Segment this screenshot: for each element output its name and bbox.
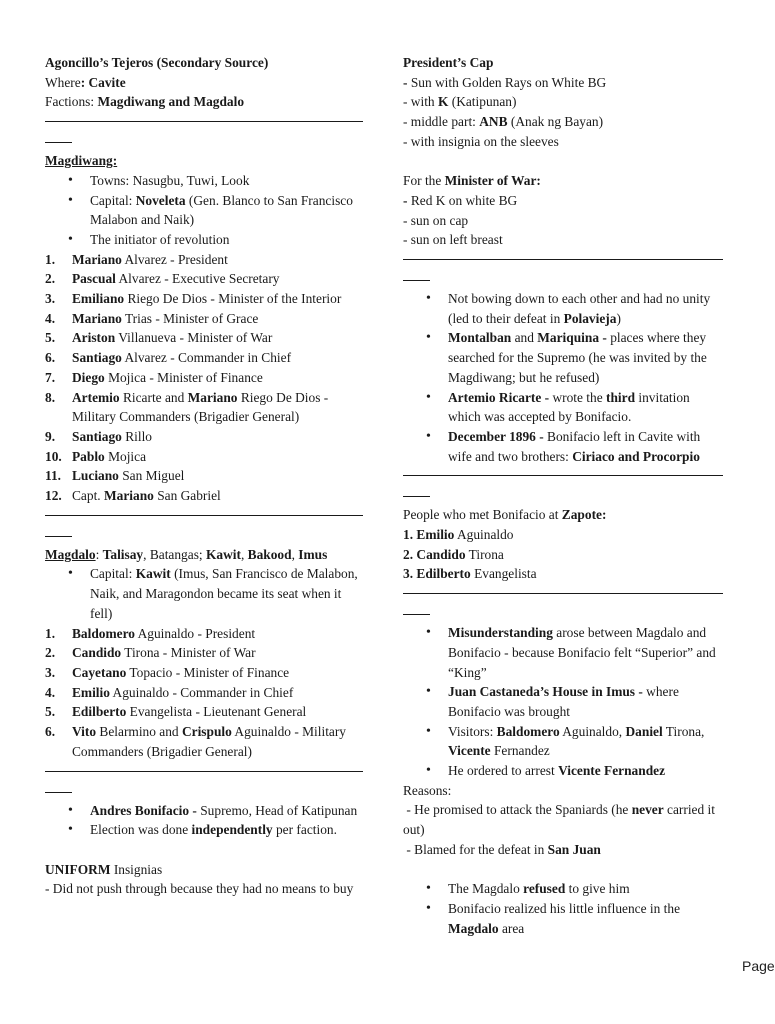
- list-item: • Visitors: Baldomero Aguinaldo, Daniel Tirona, Vicente Fernandez: [448, 722, 723, 761]
- divider: [403, 259, 723, 270]
- list-item: 3. Edilberto Evangelista: [403, 566, 537, 582]
- divider-tail: [403, 604, 723, 623]
- list-item: 12. Capt. Mariano San Gabriel: [45, 488, 221, 504]
- divider: [403, 593, 723, 604]
- uniform-heading: UNIFORM Insignias: [45, 861, 163, 877]
- list-item: 3. Cayetano Topacio - Minister of Finance: [45, 664, 290, 680]
- list-item: • Montalban and Mariquina - places where they searched for the Supremo (he was invited by the Magdiwang; but he refused): [448, 328, 723, 387]
- text-line: - with K (Katipunan): [403, 94, 517, 110]
- divider-tail: [403, 486, 723, 505]
- list-item: • Towns: Nasugbu, Tuwi, Look: [90, 171, 363, 191]
- list-item: • Artemio Ricarte - wrote the third invitation which was accepted by Bonifacio.: [448, 388, 723, 427]
- list-item: 7. Diego Mojica - Minister of Finance: [45, 369, 263, 385]
- list-item: 5. Ariston Villanueva - Minister of War: [45, 330, 273, 346]
- list-item: • Bonifacio realized his little influence in the Magdalo area: [448, 899, 723, 938]
- events-bullets: [403, 289, 723, 466]
- list-item: 1. Emilio Aguinaldo: [403, 527, 514, 543]
- text-line: - middle part: ANB (Anak ng Bayan): [403, 114, 604, 130]
- document-title: Agoncillo’s Tejeros (Secondary Source): [45, 55, 269, 70]
- list-item: • The Magdalo refused to give him: [448, 879, 723, 899]
- text-line: - sun on left breast: [403, 232, 503, 248]
- minister-war-heading: For the Minister of War:: [403, 173, 541, 189]
- list-item: • December 1896 - Bonifacio left in Cavite with wife and two brothers: Ciriaco and Procorpio: [448, 427, 723, 466]
- list-item: 10. Pablo Mojica: [45, 448, 147, 464]
- list-item: 2. Candido Tirona - Minister of War: [45, 645, 256, 661]
- list-item: 6. Santiago Alvarez - Commander in Chief: [45, 350, 292, 366]
- list-item: • Not bowing down to each other and had no unity (led to their defeat in Polavieja): [448, 289, 723, 328]
- zapote-intro: People who met Bonifacio at Zapote:: [403, 507, 607, 523]
- divider-tail: [403, 270, 723, 289]
- list-item: • Juan Castaneda’s House in Imus - where Bonifacio was brought: [448, 682, 723, 721]
- factions-line: Factions: Magdiwang and Magdalo: [45, 94, 245, 110]
- text-line: - Red K on white BG: [403, 192, 518, 208]
- where-line: Where: Cavite: [45, 74, 126, 90]
- list-item: 11. Luciano San Miguel: [45, 468, 185, 484]
- divider: [45, 515, 363, 526]
- list-item: 4. Mariano Trias - Minister of Grace: [45, 310, 259, 326]
- list-item: 2. Pascual Alvarez - Executive Secretary: [45, 271, 280, 287]
- divider: [45, 121, 363, 132]
- list-item: 2. Candido Tirona: [403, 546, 504, 562]
- list-item: 8. Artemio Ricarte and Mariano Riego De Dios - Military Commanders (Brigadier General): [45, 389, 329, 425]
- conflict-bullets: [403, 623, 723, 781]
- list-item: 9. Santiago Rillo: [45, 428, 152, 444]
- divider: [45, 771, 363, 782]
- list-item: 3. Emiliano Riego De Dios - Minister of the Interior: [45, 291, 342, 307]
- list-item: • He ordered to arrest Vicente Fernandez: [448, 761, 723, 781]
- list-item: 5. Edilberto Evangelista - Lieutenant General: [45, 704, 307, 720]
- list-item: • Capital: Noveleta (Gen. Blanco to San Francisco Malabon and Naik): [90, 191, 363, 230]
- list-item: 4. Emilio Aguinaldo - Commander in Chief: [45, 684, 294, 700]
- divider: [403, 475, 723, 486]
- right-column: [403, 53, 723, 938]
- left-column: [45, 53, 363, 899]
- magdalo-bullets: [45, 564, 363, 623]
- reasons-label: Reasons:: [403, 782, 452, 798]
- list-item: • Election was done independently per faction.: [90, 820, 363, 840]
- text-line: - Sun with Golden Rays on White BG: [403, 74, 607, 90]
- reason-line: - Blamed for the defeat in San Juan: [403, 841, 601, 857]
- list-item: • Misunderstanding arose between Magdalo and Bonifacio - because Bonifacio felt “Superior” and “King”: [448, 623, 723, 682]
- list-item: • Andres Bonifacio - Supremo, Head of Katipunan: [90, 801, 363, 821]
- president-cap-heading: President’s Cap: [403, 55, 494, 70]
- magdiwang-bullets: [45, 171, 363, 250]
- magdiwang-officials: [45, 250, 363, 506]
- magdalo-heading: Magdalo: Talisay, Batangas; Kawit, Bakood, Imus: [45, 546, 328, 562]
- list-item: 1. Baldomero Aguinaldo - President: [45, 625, 256, 641]
- text-line: - with insignia on the sleeves: [403, 133, 559, 149]
- reason-line: - He promised to attack the Spaniards (he never carried it out): [403, 802, 719, 838]
- text-line: - sun on cap: [403, 212, 469, 228]
- leadership-bullets: [45, 801, 363, 840]
- uniform-note: - Did not push through because they had no means to buy: [45, 881, 354, 897]
- list-item: 1. Mariano Alvarez - President: [45, 251, 228, 267]
- divider-tail: [45, 132, 363, 151]
- divider-tail: [45, 782, 363, 801]
- magdalo-officials: [45, 624, 363, 762]
- list-item: 6. Vito Belarmino and Crispulo Aguinaldo - Military Commanders (Brigadier General): [45, 724, 347, 759]
- page-label: Page: [742, 958, 775, 974]
- list-item: • The initiator of revolution: [90, 230, 363, 250]
- list-item: • Capital: Kawit (Imus, San Francisco de Malabon, Naik, and Maragondon became its seat when it fell): [90, 564, 363, 623]
- final-bullets: [403, 879, 723, 938]
- magdiwang-heading: Magdiwang:: [45, 153, 118, 169]
- divider-tail: [45, 526, 363, 545]
